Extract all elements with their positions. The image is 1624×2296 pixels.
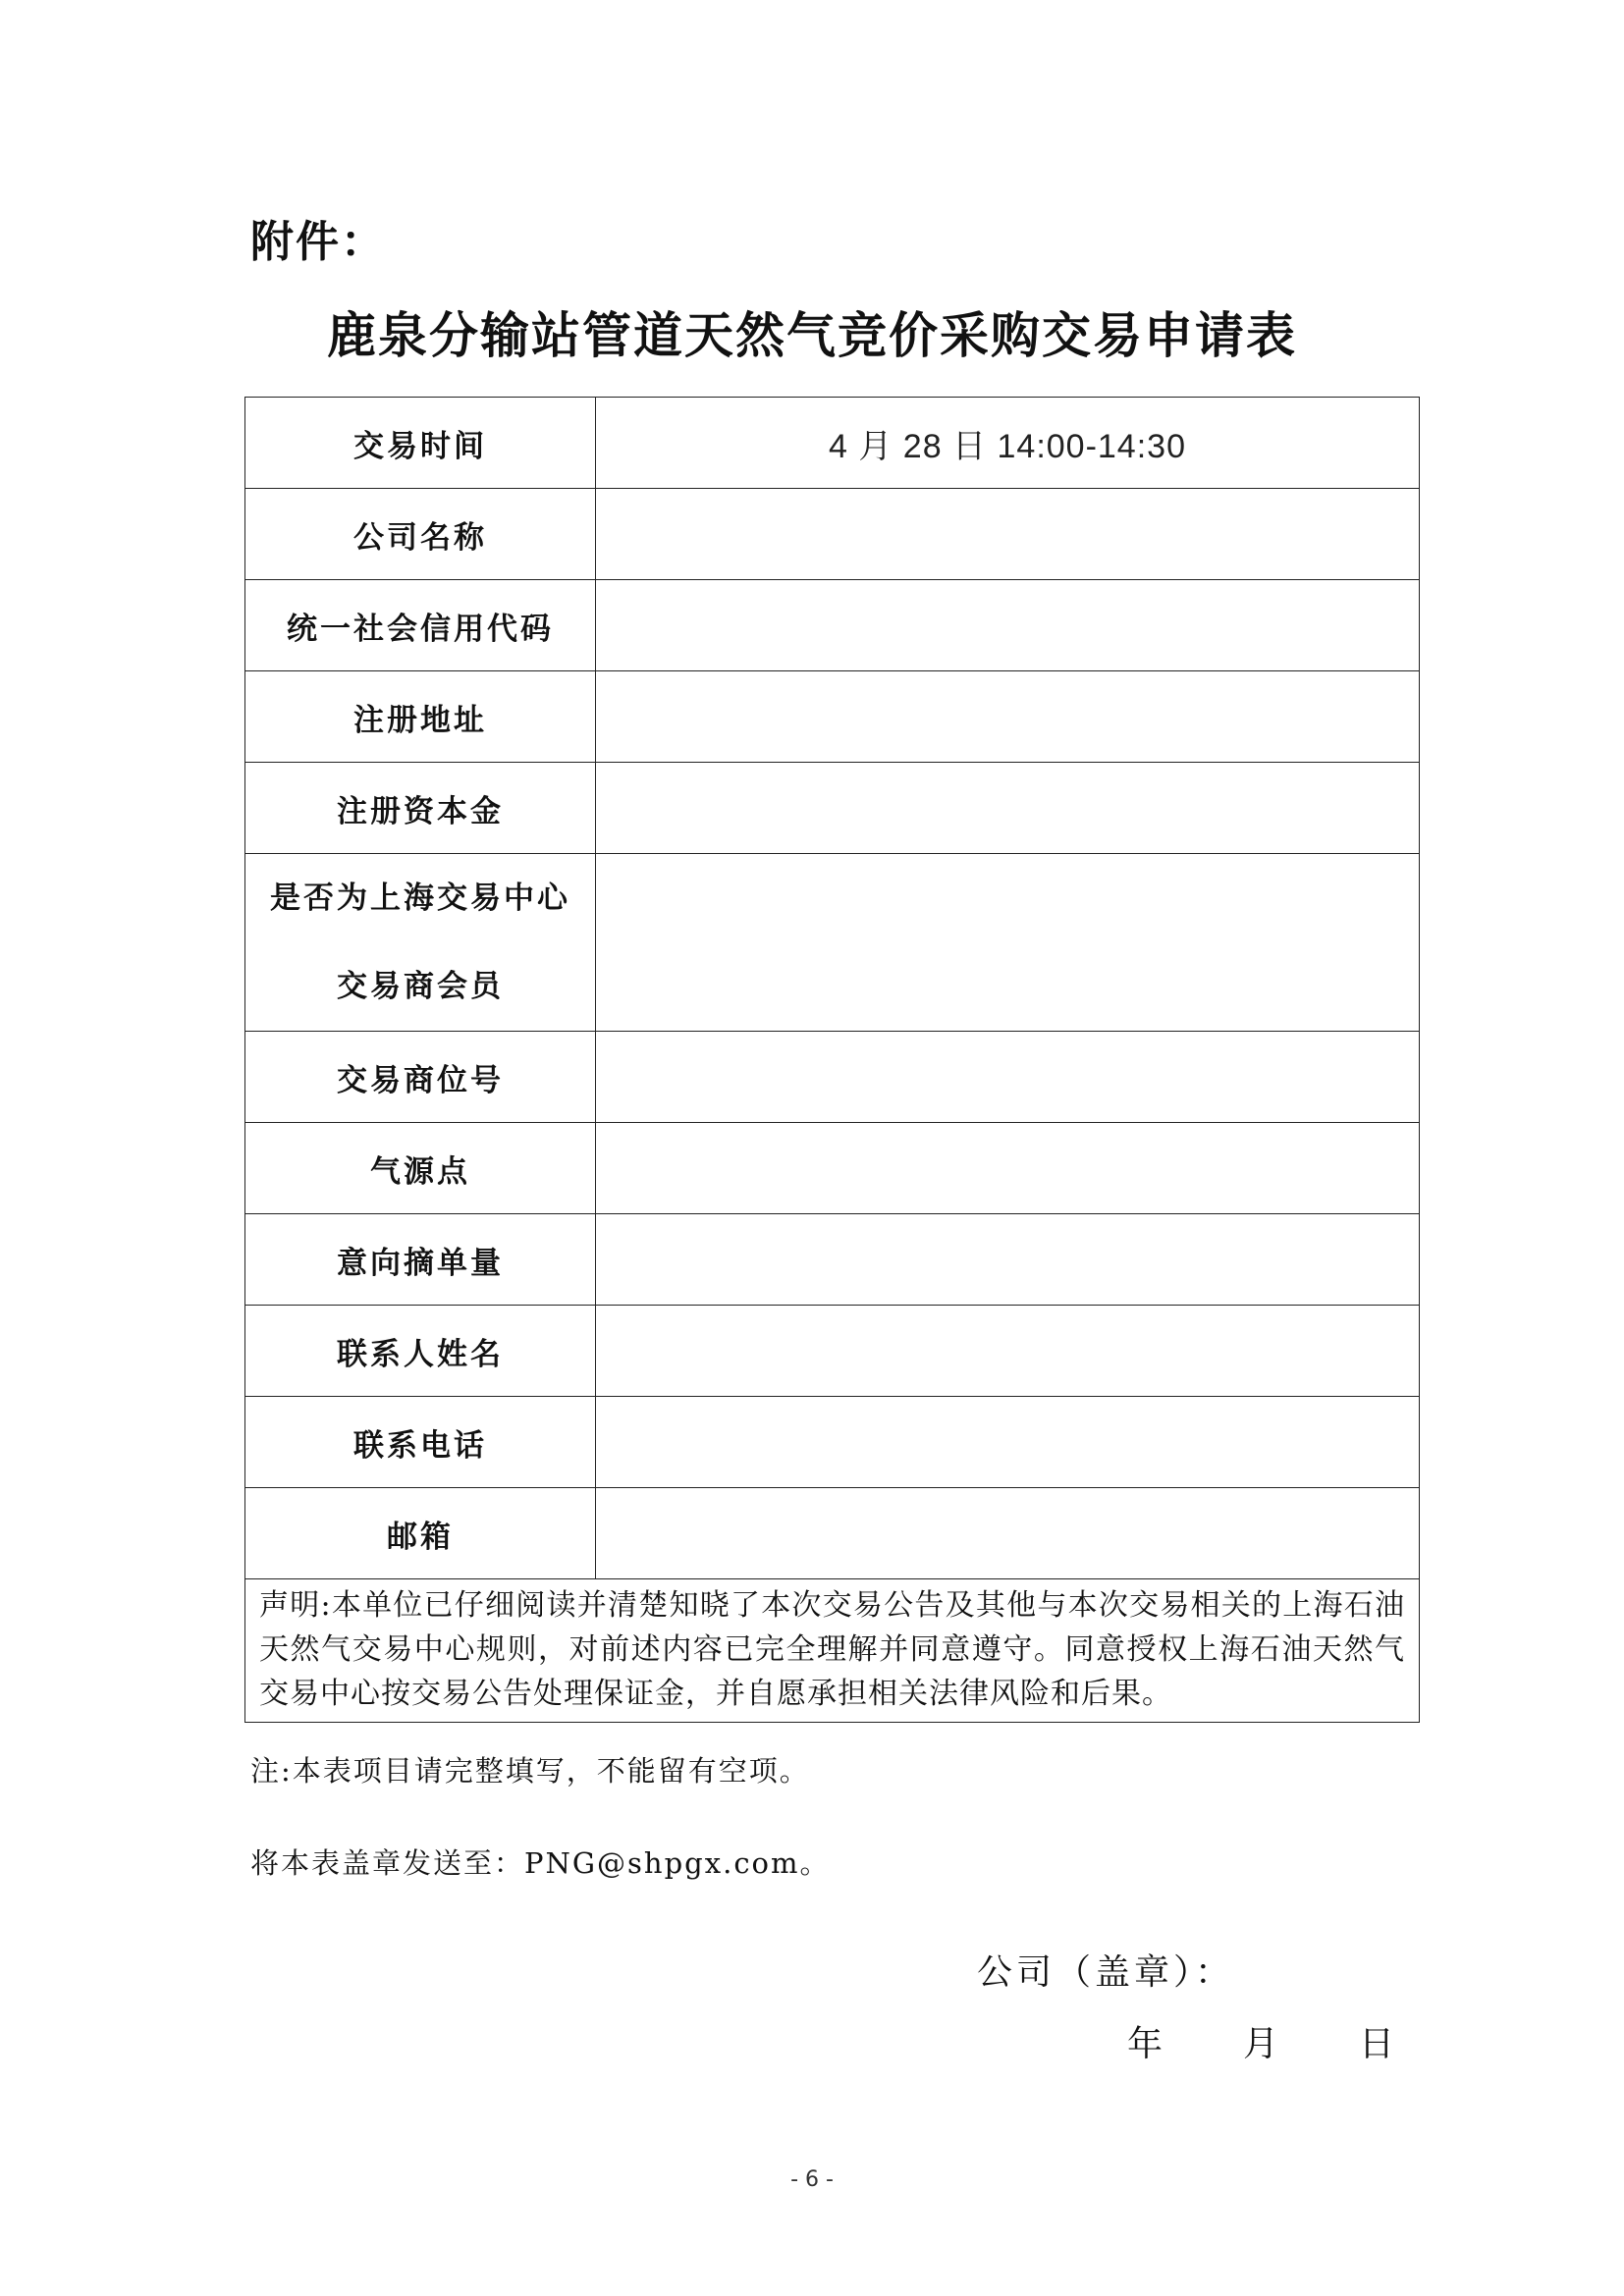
field-member-status[interactable] xyxy=(596,854,1420,1032)
label-trader-seat: 交易商位号 xyxy=(245,1032,596,1123)
label-email: 邮箱 xyxy=(245,1488,596,1579)
trade-time-text: 4 月 28 日 14:00-14:30 xyxy=(828,427,1186,465)
company-stamp-label: 公司（盖章）： xyxy=(977,1952,1235,1993)
table-row-member-status xyxy=(245,854,1420,1032)
table-row-gas-source xyxy=(245,1123,1420,1214)
fill-note: 注:本表项目请完整填写，不能留有空项。 xyxy=(250,1754,810,1788)
table-row-company-name xyxy=(245,489,1420,580)
date-line xyxy=(1127,2016,1394,2066)
field-intended-volume[interactable] xyxy=(596,1214,1420,1306)
field-contact-name[interactable] xyxy=(596,1306,1420,1397)
table-row-registered-address xyxy=(245,671,1420,763)
send-instruction: 将本表盖章发送至：PNG@shpgx.com。 xyxy=(250,1846,831,1880)
label-company-name: 公司名称 xyxy=(245,489,596,580)
label-registered-capital: 注册资本金 xyxy=(245,763,596,854)
field-trader-seat[interactable] xyxy=(596,1032,1420,1123)
label-registered-address: 注册地址 xyxy=(245,671,596,763)
label-member-status-line1: 是否为上海交易中心 xyxy=(270,881,570,916)
table-row-contact-phone xyxy=(245,1397,1420,1488)
field-registered-capital[interactable] xyxy=(596,763,1420,854)
label-member-status xyxy=(245,854,596,1032)
field-company-name[interactable] xyxy=(596,489,1420,580)
table-row-contact-name xyxy=(245,1306,1420,1397)
label-gas-source: 气源点 xyxy=(245,1123,596,1214)
table-row-credit-code xyxy=(245,580,1420,671)
application-form-table xyxy=(244,397,1420,1723)
table-row-trader-seat xyxy=(245,1032,1420,1123)
label-intended-volume: 意向摘单量 xyxy=(245,1214,596,1306)
field-contact-phone[interactable] xyxy=(596,1397,1420,1488)
table-row-declaration xyxy=(245,1579,1420,1723)
date-month: 月 xyxy=(1243,2024,1279,2064)
date-day: 日 xyxy=(1359,2024,1395,2064)
table-row-intended-volume xyxy=(245,1214,1420,1306)
field-registered-address[interactable] xyxy=(596,671,1420,763)
page-number: - 6 - xyxy=(790,2167,834,2192)
label-contact-name: 联系人姓名 xyxy=(245,1306,596,1397)
label-contact-phone: 联系电话 xyxy=(245,1397,596,1488)
attachment-label: 附件： xyxy=(250,217,386,267)
declaration-text: 声明:本单位已仔细阅读并清楚知晓了本次交易公告及其他与本次交易相关的上海石油天然气交易中心规则，对前述内容已完全理解并同意遵守。同意授权上海石油天然气交易中心按交易公告处理保证金，并自愿承担相关法律风险和后果。 xyxy=(245,1579,1420,1723)
field-email[interactable] xyxy=(596,1488,1420,1579)
form-title: 鹿泉分输站管道天然气竞价采购交易申请表 xyxy=(327,307,1297,364)
table-row-email xyxy=(245,1488,1420,1579)
label-credit-code: 统一社会信用代码 xyxy=(245,580,596,671)
label-trade-time: 交易时间 xyxy=(245,398,596,489)
date-year: 年 xyxy=(1127,2024,1164,2064)
field-gas-source[interactable] xyxy=(596,1123,1420,1214)
table-row-registered-capital xyxy=(245,763,1420,854)
field-credit-code[interactable] xyxy=(596,580,1420,671)
table-row-trade-time xyxy=(245,398,1420,489)
label-member-status-line2: 交易商会员 xyxy=(337,969,504,1004)
value-trade-time xyxy=(596,398,1420,489)
